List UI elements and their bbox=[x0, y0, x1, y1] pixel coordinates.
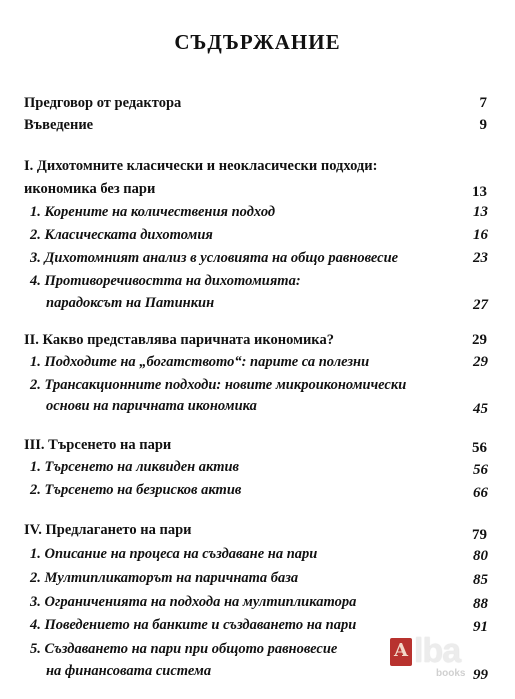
toc-page-number: 29 bbox=[472, 332, 487, 348]
toc-entry-1-1[interactable] bbox=[0, 204, 515, 228]
toc-page-number: 91 bbox=[473, 619, 488, 635]
toc-entry-label: Предговор от редактора bbox=[24, 95, 182, 111]
toc-entry-2-1[interactable] bbox=[0, 354, 515, 378]
toc-entry-label: 1. Корените на количествения подход bbox=[30, 204, 276, 220]
toc-part-label: I. Дихотомните класически и неокласически подходи: bbox=[24, 158, 378, 174]
toc-entry-2-2-cont[interactable] bbox=[0, 398, 515, 422]
toc-entry-1-4-cont[interactable] bbox=[0, 295, 515, 319]
toc-entry-1-2[interactable] bbox=[0, 227, 515, 251]
toc-page-number: 9 bbox=[479, 117, 487, 133]
toc-entry-4-1[interactable] bbox=[0, 546, 515, 570]
toc-page-number: 56 bbox=[473, 462, 488, 478]
toc-page-number: 29 bbox=[473, 354, 488, 370]
toc-entry-label: 2. Мултипликаторът на паричната база bbox=[30, 570, 299, 586]
toc-entry-label: основи на паричната икономика bbox=[46, 398, 257, 414]
toc-entry-label: 2. Търсенето на безрисков актив bbox=[30, 482, 242, 498]
toc-entry-label: на финансовата система bbox=[46, 663, 212, 679]
toc-entry-3-1[interactable] bbox=[0, 459, 515, 483]
toc-page-number: 16 bbox=[473, 227, 488, 243]
toc-page-number: 80 bbox=[473, 548, 488, 564]
toc-page-number: 79 bbox=[472, 527, 487, 543]
toc-page-number: 23 bbox=[473, 250, 488, 266]
toc-part-label: III. Търсенето на пари bbox=[24, 437, 172, 453]
toc-part-1-title-cont[interactable] bbox=[0, 181, 515, 205]
toc-entry-label: 3. Дихотомният анализ в условията на общо равновесие bbox=[30, 250, 399, 266]
toc-page-number: 88 bbox=[473, 596, 488, 612]
toc-entry-label: 5. Създаването на пари при общото равновесие bbox=[30, 641, 338, 657]
toc-entry-4-3[interactable] bbox=[0, 594, 515, 618]
toc-entry-label: 1. Търсенето на ликвиден актив bbox=[30, 459, 240, 475]
toc-entry-label: 2. Трансакционните подходи: новите микроикономически bbox=[30, 377, 407, 393]
toc-entry-introduction[interactable] bbox=[0, 117, 515, 141]
toc-heading: СЪДЪРЖАНИЕ bbox=[174, 30, 341, 54]
toc-entry-label: 4. Противоречивостта на дихотомията: bbox=[30, 273, 301, 289]
toc-entry-3-2[interactable] bbox=[0, 482, 515, 506]
toc-page-number: 85 bbox=[473, 572, 488, 588]
toc-entry-label: 3. Ограниченията на подхода на мултипликатора bbox=[30, 594, 357, 610]
publisher-watermark-logo bbox=[380, 630, 496, 690]
toc-part-label: IV. Предлагането на пари bbox=[24, 522, 192, 538]
toc-entry-label: парадоксът на Патинкин bbox=[46, 295, 215, 311]
toc-entry-4-2[interactable] bbox=[0, 570, 515, 594]
toc-entry-label: Въведение bbox=[24, 117, 94, 133]
toc-entry-label: 2. Класическата дихотомия bbox=[30, 227, 213, 243]
toc-page-number: 56 bbox=[472, 440, 487, 456]
logo-mark-icon: A bbox=[390, 638, 412, 666]
toc-part-3-title[interactable] bbox=[0, 437, 515, 461]
toc-page-number: 66 bbox=[473, 485, 488, 501]
toc-page-number: 13 bbox=[473, 204, 488, 220]
toc-entry-1-3[interactable] bbox=[0, 250, 515, 274]
toc-page-number: 99 bbox=[473, 667, 488, 683]
toc-entry-1-4[interactable] bbox=[0, 273, 515, 297]
toc-part-2-title[interactable] bbox=[0, 332, 515, 356]
toc-entry-label: 1. Описание на процеса на създаване на пари bbox=[30, 546, 318, 562]
toc-page-number: 13 bbox=[472, 184, 487, 200]
toc-part-1-title[interactable] bbox=[0, 158, 515, 182]
toc-part-label: II. Какво представлява паричната икономика? bbox=[24, 332, 334, 348]
toc-entry-label: 1. Подходите на „богатството“: парите са полезни bbox=[30, 354, 370, 370]
toc-page-number: 7 bbox=[479, 95, 487, 111]
toc-entry-preface[interactable] bbox=[0, 95, 515, 119]
toc-page-number: 45 bbox=[473, 401, 488, 417]
toc-part-4-title[interactable] bbox=[0, 522, 515, 546]
logo-text: lba bbox=[414, 632, 461, 670]
toc-part-label: икономика без пари bbox=[24, 181, 156, 197]
logo-subtext: books bbox=[436, 668, 466, 679]
toc-entry-label: 4. Поведението на банките и създаването на пари bbox=[30, 617, 357, 633]
toc-page-number: 27 bbox=[473, 297, 488, 313]
